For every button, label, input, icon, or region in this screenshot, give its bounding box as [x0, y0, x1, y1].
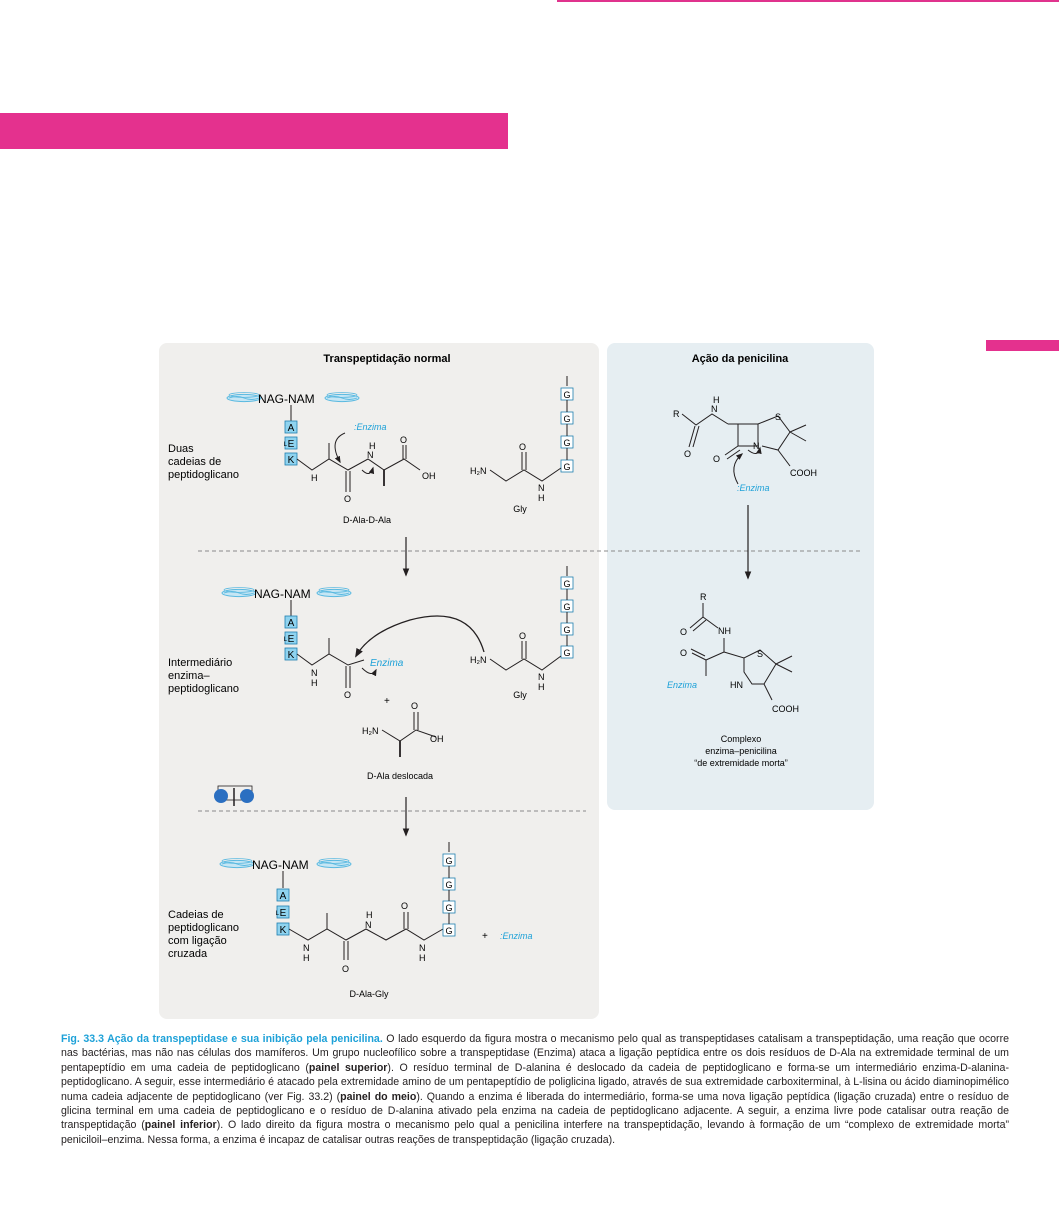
right-panel-title: Ação da penicilina — [691, 353, 789, 365]
svg-text:G: G — [563, 579, 571, 589]
svg-text:N: N — [303, 943, 310, 953]
svg-text:O: O — [401, 901, 409, 911]
svg-text:R: R — [673, 409, 680, 419]
svg-text:H: H — [538, 493, 545, 503]
svg-text:L: L — [275, 911, 279, 917]
gly-label: Gly — [513, 504, 527, 514]
svg-text:H: H — [419, 953, 426, 963]
svg-text:H₂N: H₂N — [470, 655, 487, 665]
dead-end-complex — [667, 592, 799, 768]
svg-text:N: N — [367, 450, 374, 460]
penicillin-structure — [673, 395, 817, 493]
svg-text:G: G — [445, 926, 453, 936]
enzyme-label: :Enzima — [737, 483, 770, 493]
chain-top — [168, 392, 436, 525]
svg-text:H: H — [369, 441, 376, 451]
svg-text:H: H — [311, 678, 318, 688]
svg-text:OH: OH — [422, 471, 436, 481]
svg-text:+: + — [482, 931, 488, 942]
svg-text:G: G — [445, 856, 453, 866]
chain-middle — [168, 587, 484, 781]
svg-text:H: H — [311, 473, 318, 483]
sugar-icon — [227, 393, 261, 402]
svg-text:H: H — [366, 910, 373, 920]
svg-text:K: K — [287, 650, 295, 661]
svg-text:S: S — [757, 649, 764, 659]
svg-text:H: H — [303, 953, 310, 963]
step-label-3: Cadeias de peptidoglicano com ligação cruzada — [168, 909, 239, 960]
svg-text:G: G — [563, 602, 571, 612]
svg-text:N: N — [365, 920, 372, 930]
svg-text:L: L — [283, 637, 287, 643]
d-ala-d-ala-label: D-Ala-D-Ala — [342, 515, 392, 525]
svg-text:NAG-NAM: NAG-NAM — [252, 858, 309, 872]
svg-text:A: A — [279, 891, 287, 902]
left-panel-title: Transpeptidação normal — [323, 353, 451, 365]
crosslink-icon — [214, 786, 254, 806]
svg-text:G: G — [445, 880, 453, 890]
svg-text:S: S — [775, 412, 782, 422]
svg-text:N: N — [538, 672, 545, 682]
gly-chain-middle — [470, 566, 573, 700]
complex-label: Complexo enzima–penicilina “de extremidade morta” — [694, 734, 788, 768]
enzyme-label: :Enzima — [500, 931, 533, 941]
enzyme-label: Enzima — [667, 680, 698, 690]
svg-text:G: G — [563, 438, 571, 448]
chain-bottom — [168, 842, 533, 999]
svg-text:N: N — [711, 404, 718, 414]
svg-text:N: N — [419, 943, 426, 953]
svg-text:N: N — [311, 668, 318, 678]
figure-caption: Fig. 33.3 Ação da transpeptidase e sua inibição pela penicilina. O lado esquerdo da figura mostra o mecanismo pelo qual as transpeptidases catalisam a transpeptidação, uma reação que ocorre nas bactérias, mas não nas células dos mamíferos. Um grupo nucleofílico sobre a transpeptidase (Enzima) ataca a ligação peptídica entre os dois resíduos de D-Ala na extremidade terminal de um pentapeptídio em uma cadeia de peptidoglicano (painel superior). O resíduo terminal de D-alanina é deslocado da cadeia de peptidoglicano e forma-se um intermediário enzima-D-alanina-peptidoglicano. A seguir, esse intermediário é atacado pela extremidade amino de um pentapeptídio de poliglicina ligado, através de sua extremidade carboxiterminal, à L-lisina ou ácido diaminopimélico numa cadeia adjacente de peptidoglicano (ver Fig. 33.2) (painel do meio). Quando a enzima é liberada do intermediário, forma-se uma nova ligação peptídica (ligação cruzada) entre o resíduo de glicina terminal em uma cadeia de peptidoglicano e o resíduo de D-alanina ativado pela enzima na cadeia de peptidoglicano adjacente. A seguir, a enzima livre pode catalisar outra reação de transpeptidação (painel inferior). O lado direito da figura mostra o mecanismo pelo qual a penicilina interfere na transpeptidação, levando à formação de um “complexo de extremidade morta” peniciloil–enzima. Nessa forma, a enzima é incapaz de catalisar outras reações de transpeptidação (ligação cruzada). — [61, 1033, 1010, 1146]
svg-text:G: G — [445, 903, 453, 913]
sugar-icon — [317, 588, 351, 597]
svg-text:O: O — [344, 494, 352, 504]
svg-text:G: G — [563, 625, 571, 635]
svg-text:O: O — [400, 435, 408, 445]
sugar-icon — [325, 393, 359, 402]
svg-text:A: A — [287, 618, 295, 629]
svg-text:K: K — [279, 925, 287, 936]
step-label-2: Intermediário enzima– peptidoglicano — [168, 657, 239, 695]
enzyme-label: Enzima — [370, 658, 404, 669]
svg-text:COOH: COOH — [772, 704, 799, 714]
svg-text:H₂N: H₂N — [362, 726, 379, 736]
sugar-icon — [222, 588, 256, 597]
svg-text:G: G — [563, 414, 571, 424]
svg-text:N: N — [753, 441, 760, 451]
svg-text:A: A — [287, 423, 295, 434]
d-ala-gly-label: D-Ala-Gly — [349, 989, 389, 999]
svg-text:NAG-NAM: NAG-NAM — [254, 587, 311, 601]
gly-chain-top — [470, 376, 573, 514]
sugar-icon — [220, 859, 254, 868]
svg-text:K: K — [287, 455, 295, 466]
svg-text:OH: OH — [430, 734, 444, 744]
nag-nam-label: NAG-NAM — [258, 392, 315, 406]
svg-text:E: E — [279, 908, 287, 919]
svg-text:Gly: Gly — [513, 690, 527, 700]
svg-text:G: G — [563, 462, 571, 472]
svg-text:+: + — [384, 696, 390, 707]
svg-text:HN: HN — [730, 680, 743, 690]
svg-text:H: H — [538, 682, 545, 692]
svg-text:O: O — [519, 631, 527, 641]
svg-text:O: O — [344, 690, 352, 700]
svg-text:O: O — [411, 701, 419, 711]
d-ala-deslocada-label: D-Ala deslocada — [366, 771, 434, 781]
enzyme-label: :Enzima — [354, 422, 387, 432]
sugar-icon — [317, 859, 351, 868]
svg-text:L: L — [283, 442, 287, 448]
svg-text:R: R — [700, 592, 707, 602]
svg-text:E: E — [287, 439, 295, 450]
svg-text:O: O — [342, 964, 350, 974]
svg-text:O: O — [680, 648, 688, 658]
svg-text:NH: NH — [718, 626, 731, 636]
svg-text:COOH: COOH — [790, 468, 817, 478]
step-label-1: Duas cadeias de peptidoglicano — [168, 443, 239, 481]
caption-lead: Fig. 33.3 Ação da transpeptidase e sua inibição pela penicilina. — [61, 1033, 383, 1045]
svg-text:O: O — [680, 627, 688, 637]
svg-text:H: H — [713, 395, 720, 405]
svg-text:O: O — [519, 442, 527, 452]
svg-text:O: O — [684, 449, 692, 459]
svg-text:G: G — [563, 390, 571, 400]
svg-text:G: G — [563, 648, 571, 658]
svg-text:O: O — [713, 454, 721, 464]
svg-text:E: E — [287, 634, 295, 645]
svg-text:N: N — [538, 483, 545, 493]
svg-text:H₂N: H₂N — [470, 466, 487, 476]
